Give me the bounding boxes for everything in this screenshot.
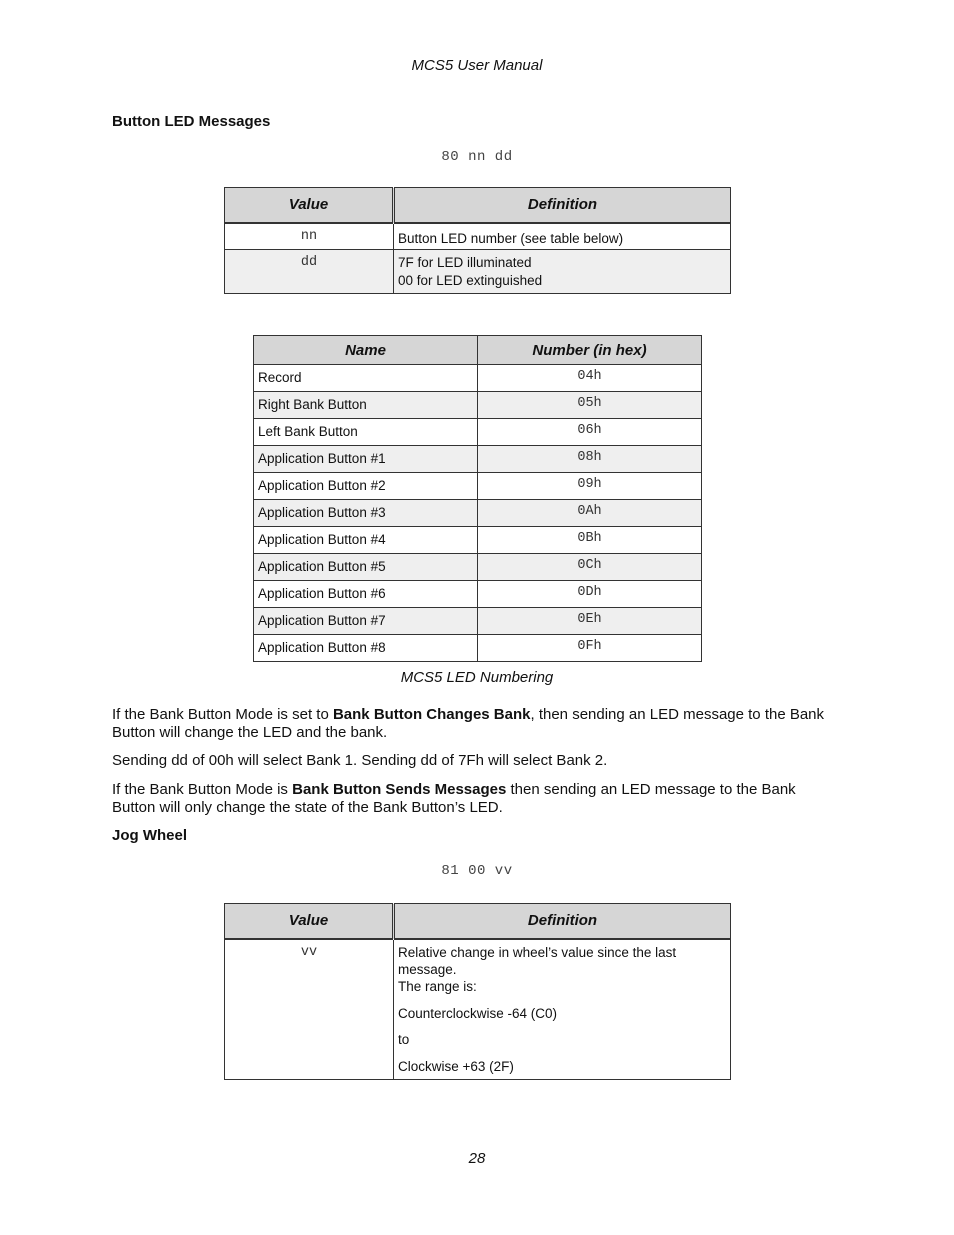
led-hex-cell: 0Ah [478, 500, 702, 527]
definition-line: Button LED number (see table below) [398, 230, 624, 246]
led-name-cell: Application Button #3 [254, 500, 478, 527]
led-name-cell: Left Bank Button [254, 419, 478, 446]
led-name-cell: Application Button #7 [254, 608, 478, 635]
led-name-cell: Application Button #6 [254, 581, 478, 608]
paragraph-bank-sends [112, 781, 837, 817]
led-hex-cell: 04h [478, 365, 702, 392]
led-hex-cell: 06h [478, 419, 702, 446]
table-row [225, 223, 731, 250]
definition-line: Relative change in wheel’s value since the last message. [398, 944, 677, 977]
led-message-table [224, 187, 731, 294]
led-hex-cell: 05h [478, 392, 702, 419]
paragraph-text: , then sending an LED message to the Bank Button will change the LED and the bank. [112, 706, 825, 741]
paragraph-text: If the Bank Button Mode is set to [112, 706, 333, 723]
led-name-cell: Application Button #5 [254, 554, 478, 581]
led-name-cell: Right Bank Button [254, 392, 478, 419]
definition-line: 7F for LED illuminated [398, 255, 532, 270]
table-row [254, 392, 702, 419]
table-caption: MCS5 LED Numbering [400, 669, 554, 686]
table-row [225, 250, 731, 294]
column-header-definition: Definition [394, 188, 731, 223]
page-number: 28 [468, 1150, 486, 1167]
definition-cell [394, 250, 731, 294]
definition-cell [394, 223, 731, 250]
bold-term: Bank Button Sends Messages [292, 781, 507, 798]
table-row [254, 419, 702, 446]
table-row [254, 635, 702, 662]
led-numbering-table [253, 335, 702, 662]
paragraph-text: If the Bank Button Mode is [112, 781, 293, 798]
section-heading-jog-wheel: Jog Wheel [112, 827, 188, 844]
led-name-cell: Application Button #2 [254, 473, 478, 500]
paragraph-bank-changes [112, 706, 837, 742]
value-cell: nn [225, 223, 394, 250]
table-row [254, 473, 702, 500]
definition-line: Counterclockwise -64 (C0) [398, 1005, 558, 1021]
message-format-led: 80 nn dd [441, 149, 513, 165]
led-hex-cell: 09h [478, 473, 702, 500]
led-name-cell: Record [254, 365, 478, 392]
led-name-cell: Application Button #4 [254, 527, 478, 554]
definition-line: The range is: [398, 978, 477, 994]
led-hex-cell: 0Fh [478, 635, 702, 662]
led-hex-cell: 0Eh [478, 608, 702, 635]
definition-line: to [398, 1031, 410, 1047]
led-hex-cell: 0Ch [478, 554, 702, 581]
table-row [254, 446, 702, 473]
message-format-jog: 81 00 vv [441, 863, 513, 879]
definition-cell [394, 939, 731, 1080]
column-header-name: Name [254, 336, 478, 365]
table-row [254, 500, 702, 527]
jog-wheel-table [224, 903, 731, 1080]
column-header-number: Number (in hex) [478, 336, 702, 365]
table-row [254, 554, 702, 581]
value-cell: dd [225, 250, 394, 294]
running-header: MCS5 User Manual [411, 57, 543, 74]
led-hex-cell: 0Dh [478, 581, 702, 608]
led-name-cell: Application Button #1 [254, 446, 478, 473]
table-row [254, 365, 702, 392]
table-row [254, 527, 702, 554]
definition-line: Clockwise +63 (2F) [398, 1058, 514, 1074]
column-header-value: Value [225, 904, 394, 939]
table-row [225, 939, 731, 1080]
table-row [254, 608, 702, 635]
bold-term: Bank Button Changes Bank [332, 706, 531, 723]
column-header-definition: Definition [394, 904, 731, 939]
definition-line: 00 for LED extinguished [398, 273, 543, 288]
paragraph-bank-select: Sending dd of 00h will select Bank 1. Sending dd of 7Fh will select Bank 2. [112, 752, 608, 769]
table-row [254, 581, 702, 608]
led-hex-cell: 0Bh [478, 527, 702, 554]
led-hex-cell: 08h [478, 446, 702, 473]
column-header-value: Value [225, 188, 394, 223]
led-name-cell: Application Button #8 [254, 635, 478, 662]
value-cell: vv [225, 939, 394, 1080]
section-heading-button-led: Button LED Messages [112, 113, 271, 130]
paragraph-text: then sending an LED message to the Bank Button will only change the state of the Bank Button’s LED. [112, 781, 796, 816]
